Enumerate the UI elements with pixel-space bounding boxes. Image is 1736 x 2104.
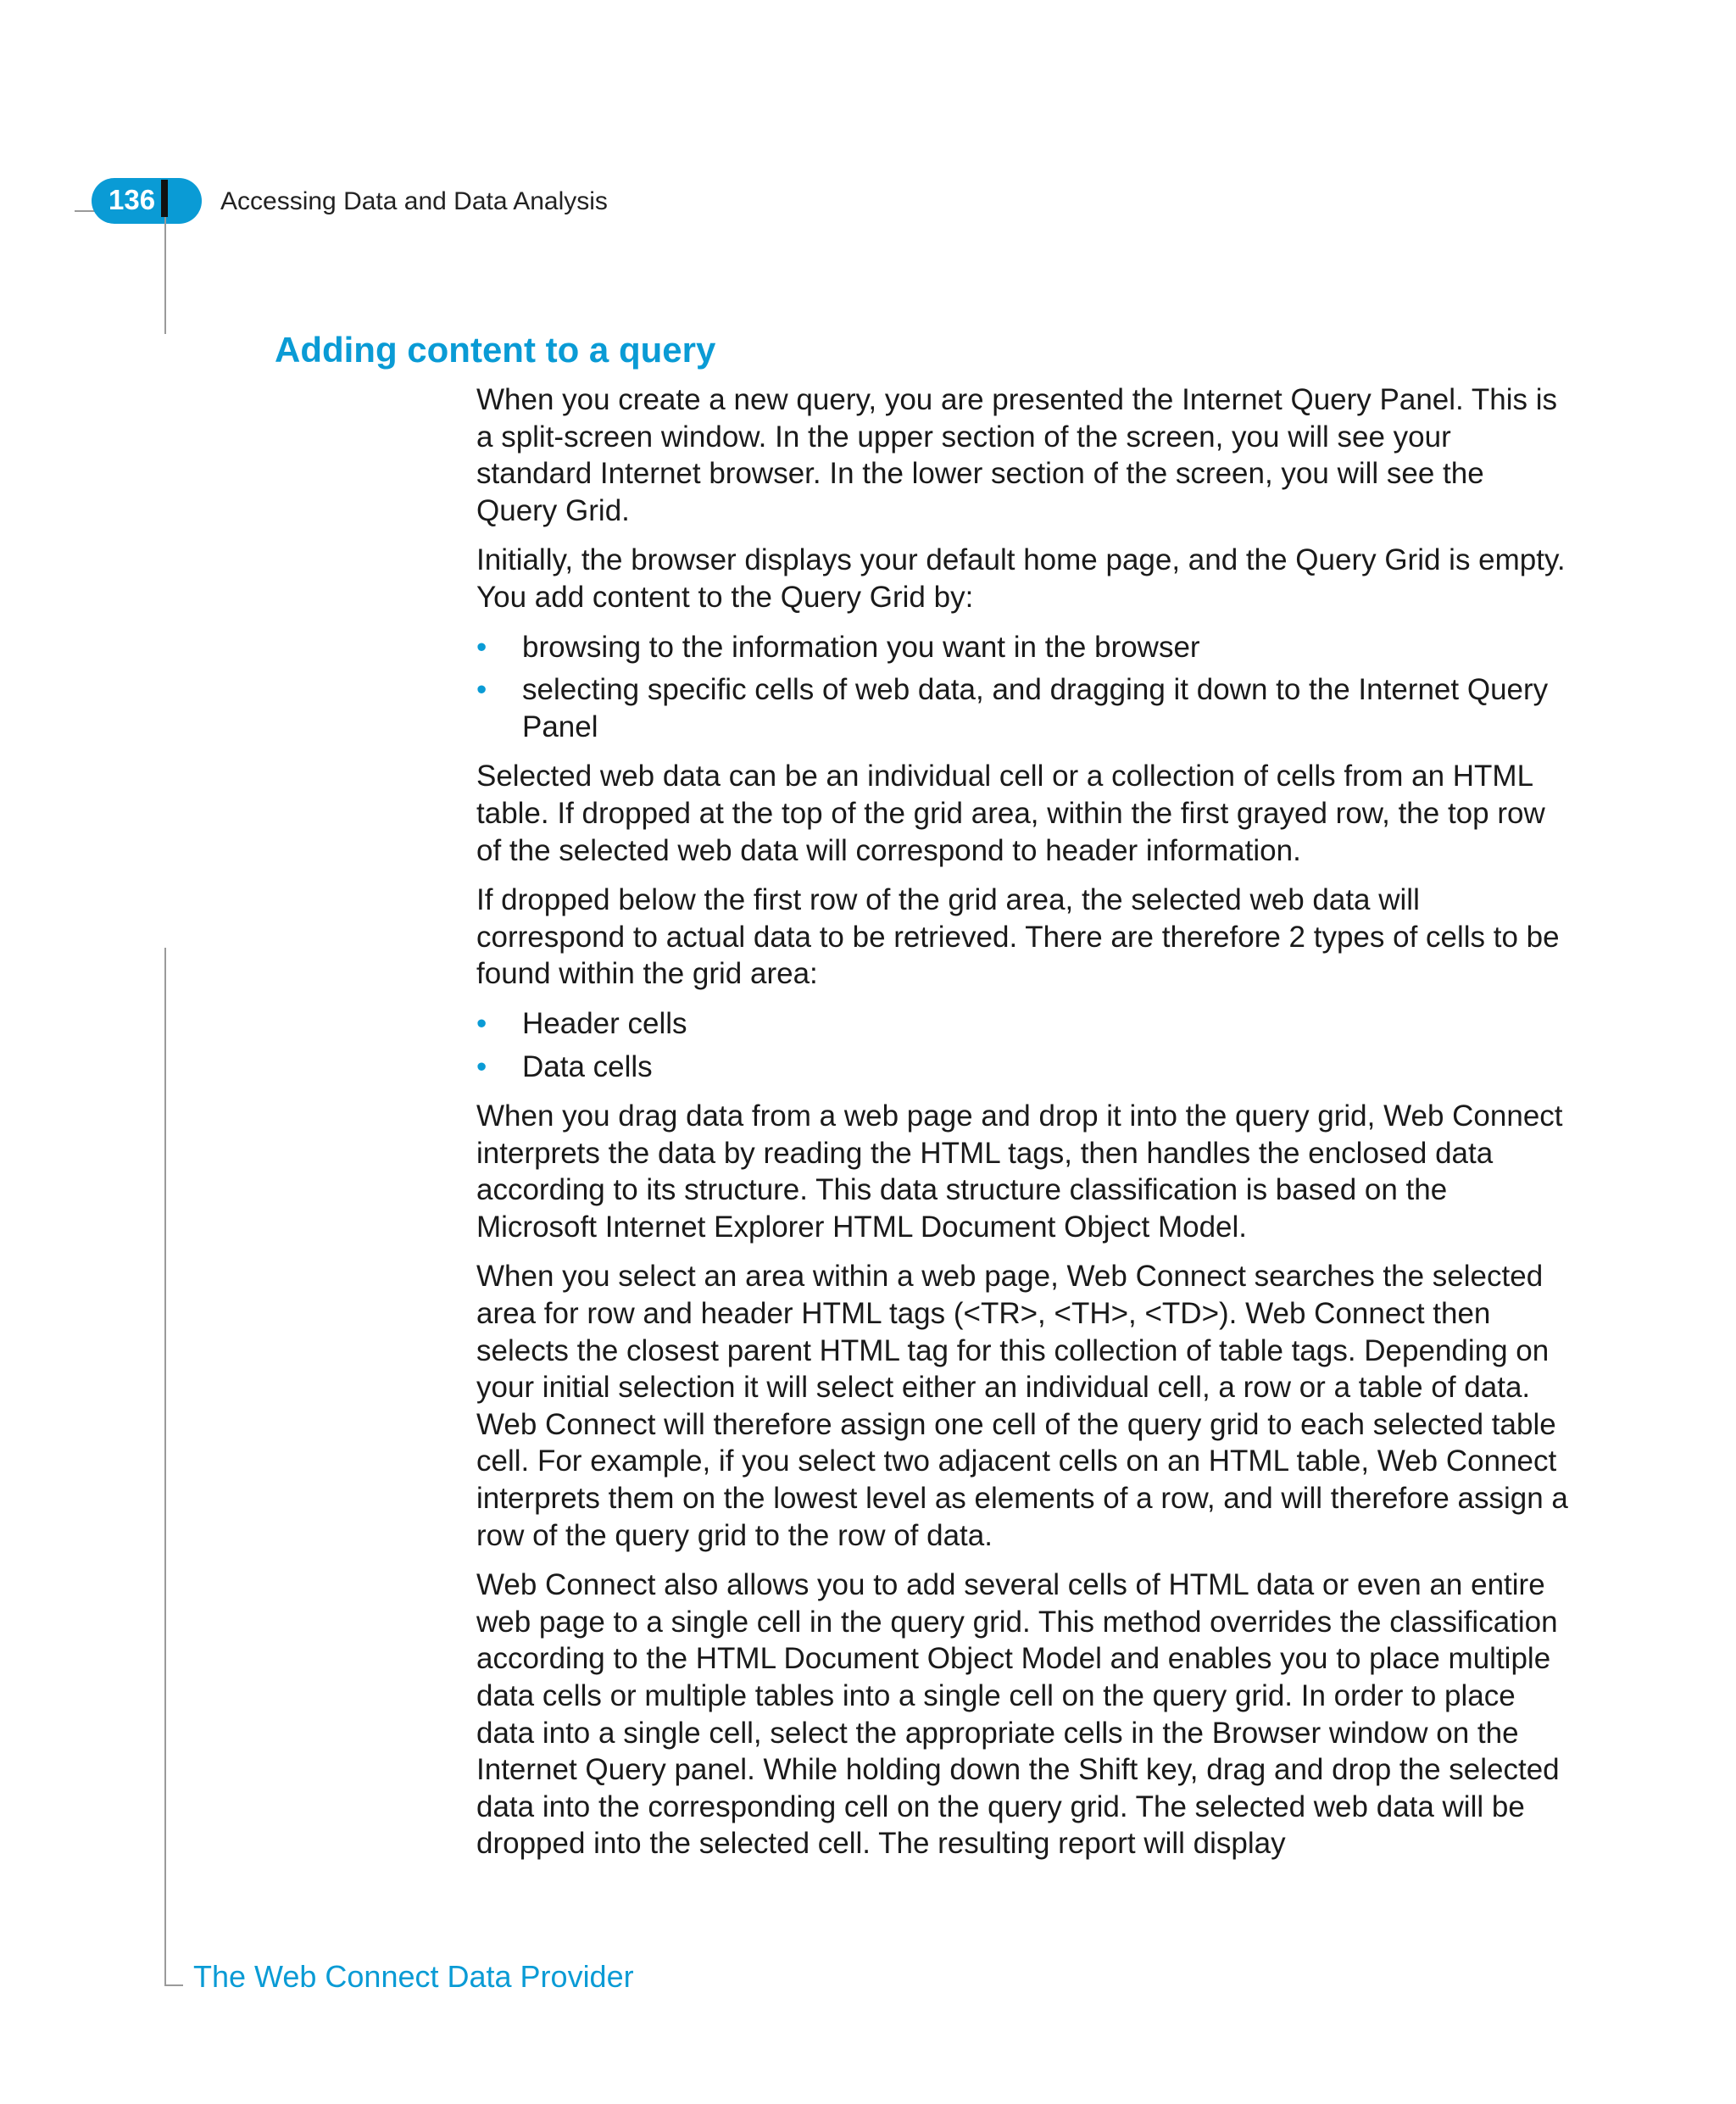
bullet-list-add-content xyxy=(476,629,1570,746)
running-head: Accessing Data and Data Analysis xyxy=(220,187,608,215)
section-heading: Adding content to a query xyxy=(275,330,716,370)
paragraph-dropped-below: If dropped below the first row of the grid area, the selected web data will correspond to actual data to be retrieved. There are therefore 2 types of cells to be found within the grid area: xyxy=(476,883,1560,991)
footer-rule xyxy=(164,1984,183,1986)
paragraph-selected-web-data: Selected web data can be an individual cell or a collection of cells from an HTML table. If dropped at the top of the grid area, within the first grayed row, the top row of the selected web data will correspond to header information. xyxy=(476,760,1545,867)
bullet-icon: • xyxy=(476,1049,487,1083)
top-margin-rule xyxy=(164,217,166,334)
list-item xyxy=(476,1005,1570,1043)
bottom-margin-rule xyxy=(164,948,166,1985)
list-item xyxy=(476,629,1570,666)
bullet-icon: • xyxy=(476,673,487,707)
paragraph-initially: Initially, the browser displays your default home page, and the Query Grid is empty. You add content to the Query Grid by: xyxy=(476,543,1566,614)
page-number-divider xyxy=(161,180,168,217)
list-item xyxy=(476,671,1570,745)
bullet-icon: • xyxy=(476,630,487,664)
page-number: 136 xyxy=(108,184,156,215)
list-item-text: Header cells xyxy=(522,1006,687,1040)
list-item xyxy=(476,1049,1570,1086)
bullet-list-cell-types xyxy=(476,1005,1570,1085)
paragraph-select-area: When you select an area within a web page, Web Connect searches the selected area for row and header HTML tags (<TR>, <TH>, <TD>). Web Connect then selects the closest parent HTML tag for this collection of table tags. Depending on your initial selection it will select either an individual cell, a row or a table of data. Web Connect will therefore assign one cell of the query grid to each selected table cell. For example, if you select two adjacent cells on an HTML table, Web Connect interprets them on the lowest level as elements of a row, and will therefore assign a row of the query grid to the row of data. xyxy=(476,1260,1568,1552)
paragraph-intro: When you create a new query, you are presented the Internet Query Panel. This is a split-screen window. In the upper section of the screen, you will see your standard Internet browser. In the lower section of the screen, you will see the Query Grid. xyxy=(476,383,1557,527)
list-item-text: Data cells xyxy=(522,1049,653,1083)
paragraph-shift-key: Web Connect also allows you to add several cells of HTML data or even an entire web page to a single cell in the query grid. This method overrides the classification according to the HTML Document Object Model and enables you to place multiple data cells or multiple tables into a single cell on the query grid. In order to place data into a single cell, select the appropriate cells in the Browser window on the Internet Query panel. While holding down the Shift key, drag and drop the selected data into the corresponding cell on the query grid. The selected web data will be dropped into the selected cell. The resulting report will display xyxy=(476,1568,1560,1861)
paragraph-drag-data: When you drag data from a web page and drop it into the query grid, Web Connect interprets the data by reading the HTML tags, then handles the enclosed data according to its structure. This data structure classification is based on the Microsoft Internet Explorer HTML Document Object Model. xyxy=(476,1099,1563,1244)
list-item-text: browsing to the information you want in the browser xyxy=(522,630,1200,664)
bullet-icon: • xyxy=(476,1006,487,1040)
footer-chapter-title: The Web Connect Data Provider xyxy=(193,1959,634,1994)
body-text xyxy=(476,381,1570,1875)
list-item-text: selecting specific cells of web data, and dragging it down to the Internet Query Panel xyxy=(522,673,1549,743)
